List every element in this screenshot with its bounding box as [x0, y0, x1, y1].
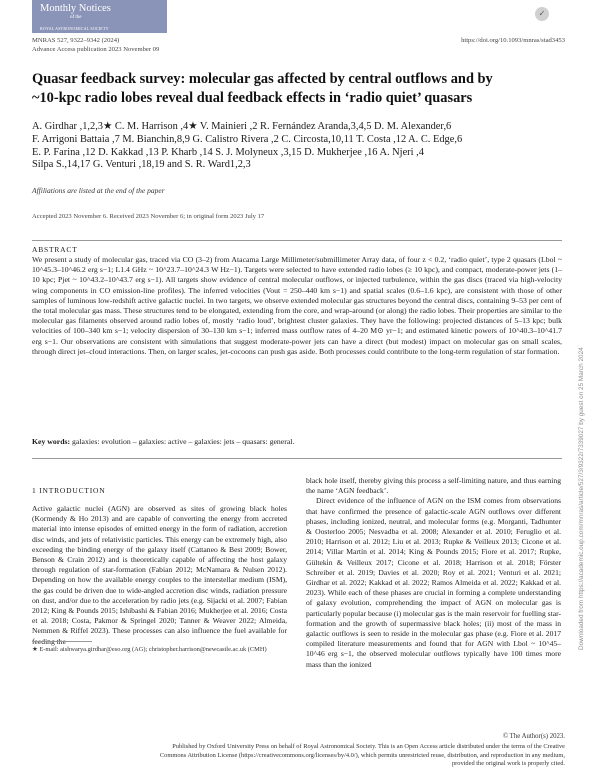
intro-paragraph-1: Active galactic nuclei (AGN) are observed as sites of growing black holes (Kormendy & Ho 2013) and are capable of converting the energy from accreted material into intense episodes of emitted energy in the form of radiation, accretion disc winds, and jets of relativistic particles. This energy can be extremely high, also exceeding the binding energy of the galaxy itself (Cattaneo & Best 2009; Bower, Benson & Crain 2012) and is theoretically capable of affecting the host galaxy through regulation of star-formation (Fabian 2012; McNamara & Nulsen 2012). Depending on how the available energy couples to the interstellar medium (ISM), the gas could be driven due to wide-angled accretion disc winds, radiation pressure on dust, and/or due to the acceleration by radio jets (e.g. Sijacki et al. 2007; Fabian 2012; King & Pounds 2015; Ishibashi & Fabian 2016; Mukherjee et al. 2016; Costa et al. 2018; Costa, Pakmor & Springel 2020; Tanner & Weaver 2022; Almeida, Nemmen & Riffel 2023). These processes can also influence the fuel available for feeding the [32, 504, 287, 646]
title-line-1: Quasar feedback survey: molecular gas affected by central outflows and by [32, 71, 493, 87]
doi-link[interactable]: https://doi.org/10.1093/mnras/stad3453 [461, 37, 565, 44]
license-notice [90, 743, 565, 769]
keywords [32, 437, 562, 447]
intro-paragraph-2: Direct evidence of the influence of AGN on the ISM comes from observations that have confirmed the presence of galactic-scale AGN outflows over different phases, including ionized, neutral, and molecular forms (e.g. Morganti, Tadhunter & Oosterloo 2005; Nesvadba et al. 2008; Alexander et al. 2010; Feruglio et al. 2010; Harrison et al. 2012; Liu et al. 2013; Rupke & Veilleux 2013; Cicone et al. 2014; Villar Martín et al. 2014; King & Pounds 2015; Fiore et al. 2017; Rupke, Gülteki̇n & Veilleux 2017; Cicone et al. 2018; Harrison et al. 2018; Förster Schreiber et al. 2019; Davies et al. 2020; Roy et al. 2021; Venturi et al. 2021; Girdhar et al. 2022; Kakkad et al. 2022; Ramos Almeida et al. 2022; Kakkad et al. 2023). While each of these phases are crucial in forming a complete understanding of galaxy evolution, comprehending the impact of AGN on molecular gas is particularly popular because (i) molecular gas is the main reservoir for fuelling star-formation and the growth of supermassive black holes; (ii) most of the mass in galactic outflows is seen to reside in the molecular gas phase (e.g. Fiore et al. 2017 compiled literature measurements and found that for AGN with Lbol ~ 10^45–10^46 erg s−1, the observed molecular outflows typically have 100 times more mass than the ionized [306, 496, 561, 669]
abstract-body: We present a study of molecular gas, traced via CO (3–2) from Atacama Large Millimeter/submillimeter Array data, of four z < 0.2, ‘radio quiet’, type 2 quasars (Lbol ~ 10^45.3–10^46.2 erg s−1; L1.4 GHz ~ 10^23.7–10^24.3 W Hz−1). Targets were selected to have extended radio lobes (≥ 10 kpc), and compact, moderate-power jets (1–10 kpc; Pjet ~ 10^43.2–10^43.7 erg s−1). All targets show evidence of central molecular outflows, or injected turbulence, within the gas discs (traced via high-velocity wing components in CO emission-line profiles). The inferred velocities (Vout = 250–440 km s−1) and spatial scales (0.6–1.6 kpc), are consistent with those of other samples of luminous low-redshift active galactic nuclei. In two targets, we observe extended molecular gas structures beyond the central discs, containing 9–53 per cent of the total molecular gas mass. These structures tend to be elongated, extending from the core, and wrap-around (or along) the radio lobes. Their properties are similar to the molecular gas filaments observed around radio lobes of, mostly ‘radio loud’, brightest cluster galaxies. They have the following: projected distances of 5–13 kpc; bulk velocities of 100–340 km s−1; velocity dispersion of 30–130 km s−1; inferred mass outflow rates of 4–20 M⊙ yr−1; and estimated kinetic powers of 10^40.3–10^41.7 erg s−1. Our observations are consistent with simulations that suggest moderate-power jets can have a direct (but modest) impact on molecular gas on small scales, through direct jet–cloud interactions. Then, on larger scales, jet-cocoons can push gas aside. Both processes could contribute to the long-term regulation of star formation. [32, 255, 562, 356]
keywords-text: galaxies: evolution – galaxies: active – galaxies: jets – quasars: general. [72, 437, 295, 446]
author-list [32, 121, 562, 172]
keywords-bottom-rule [32, 458, 562, 459]
copyright: © The Author(s) 2023. [502, 733, 565, 740]
journal-logo [32, 0, 167, 33]
section-heading-introduction: 1 INTRODUCTION [32, 486, 106, 495]
intro-paragraph-continued: black hole itself, thereby giving this process a self-limiting nature, and thus earning the name ‘AGN feedback’. [306, 476, 561, 496]
license-line-2: Commons Attribution License (https://creativecommons.org/licenses/by/4.0/), which permits unrestricted reuse, distribution, and reproduction in any medium, [159, 751, 565, 759]
download-side-note [578, 140, 588, 650]
received-accepted-dates: Accepted 2023 November 6. Received 2023 November 6; in original form 2023 July 17 [32, 213, 265, 220]
abstract-heading: ABSTRACT [32, 245, 78, 254]
left-column [32, 504, 287, 647]
footnote-email: ★ E-mail: aishwarya.girdhar@eso.org (AG); christopher.harrison@newcastle.ac.uk (CMH) [32, 646, 267, 653]
author-line-3: E. P. Farina ,12 D. Kakkad ,13 P. Kharb ,14 S. J. Molyneux ,3,15 D. Mukherjee ,16 A. Njeri ,4 [32, 146, 424, 158]
author-line-4: Silpa S.,14,17 G. Venturi ,18,19 and S. R. Ward1,2,3 [32, 159, 251, 171]
logo-title [40, 3, 111, 20]
right-column [306, 476, 561, 670]
author-line-1: A. Girdhar ,1,2,3★ C. M. Harrison ,4★ V. Mainieri ,2 R. Fernández Aranda,3,4,5 D. M. Alexander,6 [32, 121, 452, 132]
journal-reference: MNRAS 527, 9322–9342 (2024) [32, 37, 120, 44]
logo-subtitle: ROYAL ASTRONOMICAL SOCIETY [40, 26, 109, 31]
paper-title [32, 70, 562, 108]
logo-title-line2: of the [70, 15, 82, 20]
crossmark-icon[interactable]: ✓ [535, 7, 549, 21]
title-line-2: ~10-kpc radio lobes reveal dual feedback effects in ‘radio quiet’ quasars [32, 90, 473, 106]
logo-title-line1: Monthly Notices [40, 3, 111, 14]
footnote-rule [32, 641, 92, 642]
advance-access-date: Advance Access publication 2023 November 09 [32, 46, 160, 53]
download-side-note-text: Downloaded from https://academic.oup.com/mnras/article/527/3/9322/7339027 by guest on 25 March 2024 [578, 347, 585, 650]
abstract-top-rule [32, 240, 562, 241]
keywords-label: Key words: [32, 437, 71, 446]
license-line-1: Published by Oxford University Press on behalf of Royal Astronomical Society. This is an Open Access article distributed under the terms of the Creative [172, 743, 565, 750]
affiliations-note: Affiliations are listed at the end of the paper [32, 186, 165, 195]
author-line-2: F. Arrigoni Battaia ,7 M. Bianchin,8,9 G. Calistro Rivera ,2 C. Circosta,10,11 T. Costa ,12 A. C. Edge,6 [32, 133, 463, 145]
license-line-3: provided the original work is properly cited. [451, 760, 565, 768]
